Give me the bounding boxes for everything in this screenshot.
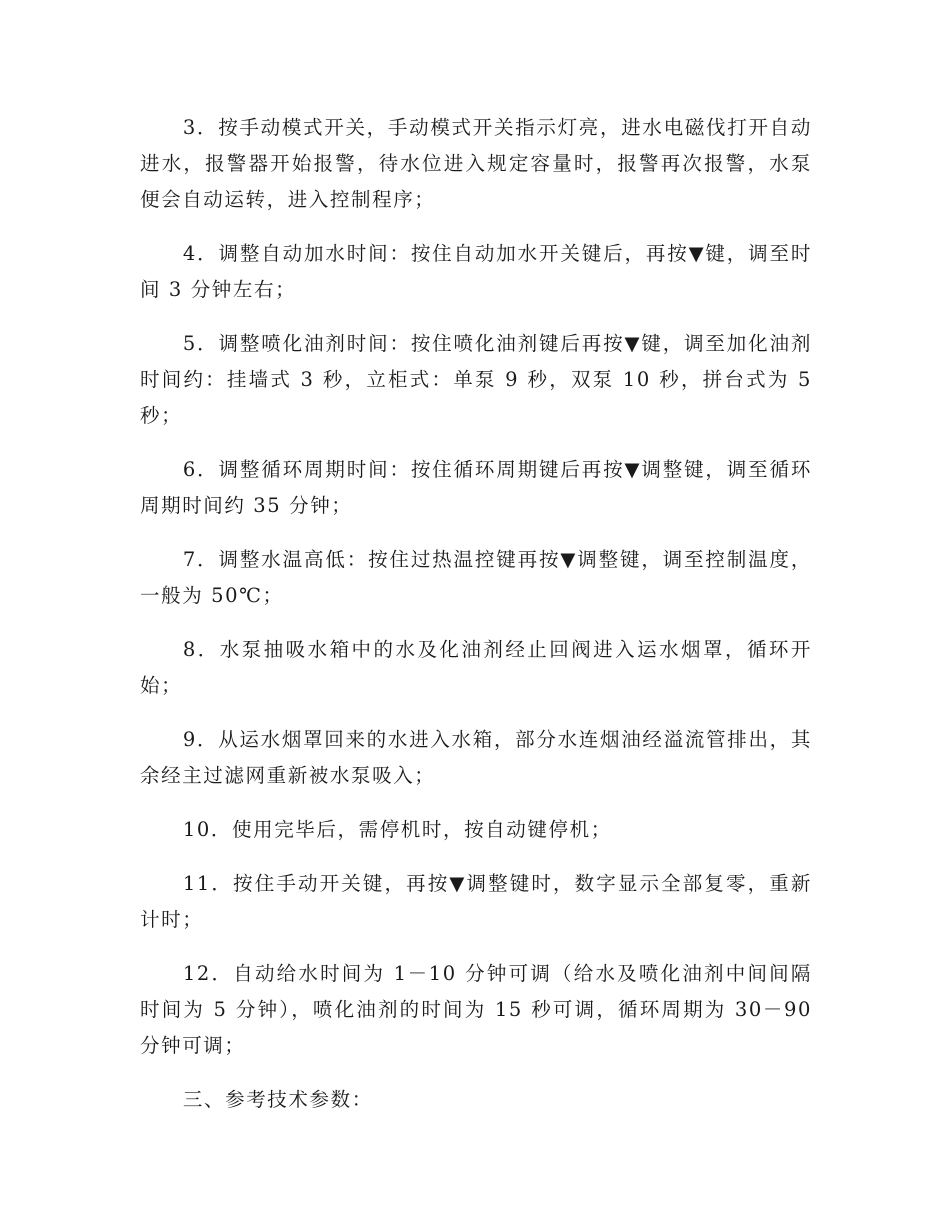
step-paragraph-8: 8．水泵抽吸水箱中的水及化油剂经止回阀进入运水烟罩，循环开始； — [140, 638, 812, 697]
step-paragraph-3: 3．按手动模式开关，手动模式开关指示灯亮，进水电磁伐打开自动进水，报警器开始报警，待水位进入规定容量时，报警再次报警，水泵便会自动运转，进入控制程序； — [140, 116, 812, 211]
step-paragraph-12: 12．自动给水时间为 1－10 分钟可调（给水及喷化油剂中间间隔时间为 5 分钟），喷化油剂的时间为 15 秒可调，循环周期为 30－90 分钟可调； — [140, 962, 812, 1057]
step-paragraph-9: 9．从运水烟罩回来的水进入水箱，部分水连烟油经溢流管排出，其余经主过滤网重新被水泵吸入； — [140, 728, 812, 787]
section-heading: 三、参考技术参数： — [182, 1088, 373, 1111]
document-body — [140, 110, 812, 1118]
step-paragraph-4: 4．调整自动加水时间：按住自动加水开关键后，再按▼键，调至时间 3 分钟左右； — [140, 242, 812, 301]
step-paragraph-6: 6．调整循环周期时间：按住循环周期键后再按▼调整键，调至循环周期时间约 35 分钟； — [140, 458, 812, 517]
step-paragraph-5: 5．调整喷化油剂时间：按住喷化油剂键后再按▼键，调至加化油剂时间约：挂墙式 3 秒，立柜式：单泵 9 秒，双泵 10 秒，拼台式为 5 秒； — [140, 332, 812, 427]
step-paragraph-7: 7．调整水温高低：按住过热温控键再按▼调整键，调至控制温度，一般为 50℃； — [140, 548, 812, 607]
step-paragraph-11: 11．按住手动开关键，再按▼调整键时，数字显示全部复零，重新计时； — [140, 872, 812, 931]
step-paragraph-10: 10．使用完毕后，需停机时，按自动键停机； — [182, 818, 612, 841]
